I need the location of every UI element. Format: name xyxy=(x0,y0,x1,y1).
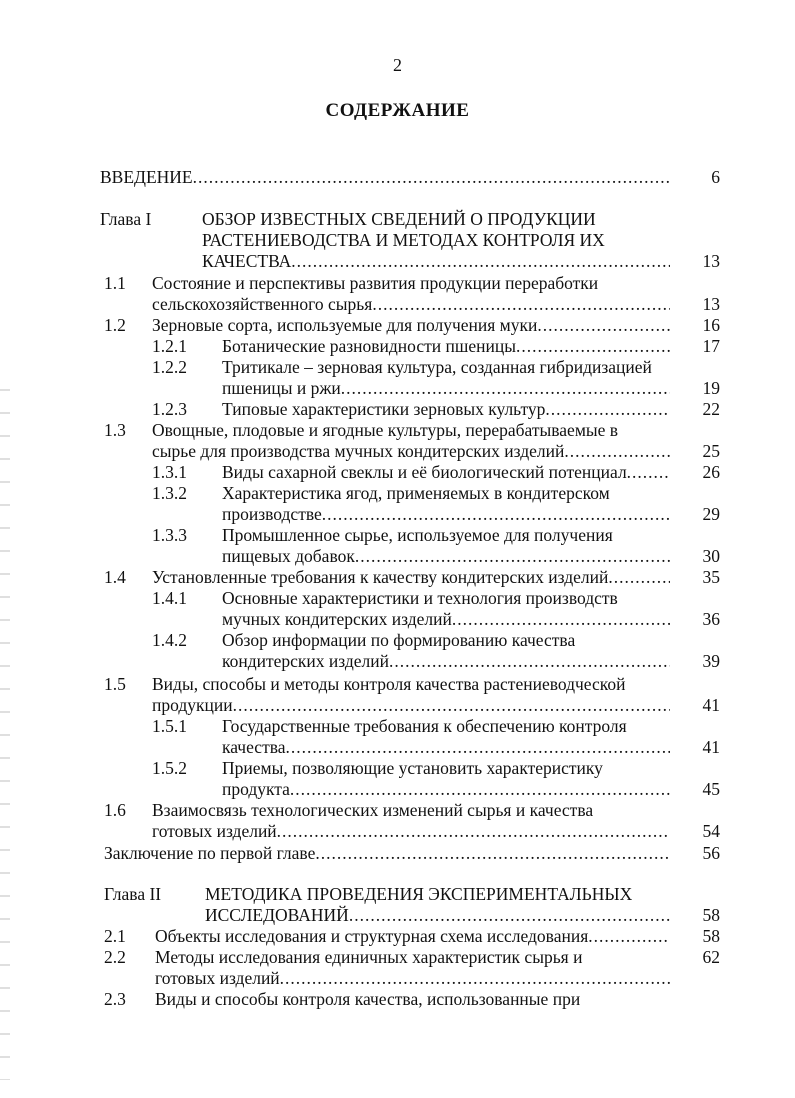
toc-entry-text: ВВЕДЕНИЕ xyxy=(100,167,193,187)
toc-entry-1-3-1[interactable] xyxy=(222,461,670,483)
toc-entry-text: кондитерских изделий xyxy=(222,651,390,671)
toc-section-number: 1.3 xyxy=(104,420,126,440)
toc-entry-text[interactable]: Характеристика ягод, применяемых в кондитерском xyxy=(222,483,610,503)
leader-dots xyxy=(588,925,670,947)
leader-dots xyxy=(537,314,670,336)
toc-entry-intro[interactable] xyxy=(100,166,670,188)
toc-section-number: 1.1 xyxy=(104,273,126,293)
toc-entry-2-2[interactable] xyxy=(155,967,670,989)
toc-entry-text: Установленные требования к качеству кондитерских изделий xyxy=(152,567,609,587)
toc-subsection-number: 1.2.2 xyxy=(152,357,187,377)
toc-entry-1-2-2[interactable] xyxy=(222,377,670,399)
toc-entry-text[interactable]: Овощные, плодовые и ягодные культуры, перерабатываемые в xyxy=(152,420,619,440)
leader-dots xyxy=(564,440,670,462)
toc-entry-text: готовых изделий xyxy=(152,821,277,841)
leader-dots xyxy=(452,608,670,630)
page-title: СОДЕРЖАНИЕ xyxy=(325,100,470,121)
toc-entry-1-3-3[interactable] xyxy=(222,545,670,567)
leader-dots xyxy=(608,566,670,588)
toc-entry-1-3[interactable] xyxy=(152,440,670,462)
leader-dots xyxy=(315,842,670,864)
leader-dots xyxy=(277,820,670,842)
toc-entry-text: ИССЛЕДОВАНИЙ xyxy=(205,905,349,925)
toc-page-number: 41 xyxy=(702,737,720,757)
toc-page-number: 54 xyxy=(702,821,720,841)
toc-entry-text[interactable]: Виды и способы контроля качества, использованные при xyxy=(155,989,581,1009)
toc-entry-text[interactable]: Виды, способы и методы контроля качества растениеводческой xyxy=(152,674,626,694)
toc-entry-1-5-2[interactable] xyxy=(222,778,670,800)
toc-entry-text: пшеницы и ржи xyxy=(222,378,341,398)
toc-chapter-number: Глава II xyxy=(104,884,162,904)
toc-entry-chapter-2[interactable] xyxy=(205,904,670,926)
toc-entry-text: готовых изделий xyxy=(155,968,280,988)
toc-page-number: 45 xyxy=(702,779,720,799)
toc-subsection-number: 1.4.1 xyxy=(152,588,187,608)
toc-section-number: 1.2 xyxy=(104,315,126,335)
toc-page-number: 29 xyxy=(702,504,720,524)
toc-entry-chapter-1[interactable] xyxy=(202,250,670,272)
toc-page-number: 17 xyxy=(702,336,720,356)
toc-page-number: 36 xyxy=(702,609,720,629)
toc-entry-text[interactable]: Взаимосвязь технологических изменений сырья и качества xyxy=(152,800,594,820)
toc-chapter-number: Глава I xyxy=(100,209,152,229)
toc-section-number: 1.5 xyxy=(104,674,126,694)
toc-section-number: 2.2 xyxy=(104,947,126,967)
leader-dots xyxy=(355,545,670,567)
toc-page-number: 41 xyxy=(702,695,720,715)
page-number: 2 xyxy=(393,55,402,75)
toc-entry-text: Заключение по первой главе xyxy=(104,843,316,863)
toc-entry-1-4[interactable] xyxy=(152,566,670,588)
toc-entry-text: пищевых добавок xyxy=(222,546,355,566)
toc-subsection-number: 1.5.2 xyxy=(152,758,187,778)
toc-entry-text[interactable]: Обзор информации по формированию качества xyxy=(222,630,576,650)
toc-subsection-number: 1.3.1 xyxy=(152,462,187,482)
leader-dots xyxy=(322,503,670,525)
toc-entry-1-5[interactable] xyxy=(152,694,670,716)
toc-section-number: 2.3 xyxy=(104,989,126,1009)
leader-dots xyxy=(341,377,670,399)
toc-entry-1-2-1[interactable] xyxy=(222,335,670,357)
toc-entry-1-5-1[interactable] xyxy=(222,736,670,758)
toc-page-number: 30 xyxy=(702,546,720,566)
toc-page-number: 22 xyxy=(702,399,720,419)
toc-entry-text[interactable]: Государственные требования к обеспечению контроля xyxy=(222,716,627,736)
toc-entry-text: Типовые характеристики зерновых культур xyxy=(222,399,546,419)
toc-entry-text: Объекты исследования и структурная схема исследования xyxy=(155,926,589,946)
toc-page-number: 39 xyxy=(702,651,720,671)
toc-page-number: 13 xyxy=(702,294,720,314)
toc-page-number: 26 xyxy=(702,462,720,482)
toc-page-number: 56 xyxy=(702,843,720,863)
leader-dots xyxy=(545,398,670,420)
toc-page-number: 62 xyxy=(702,947,720,967)
toc-subsection-number: 1.2.3 xyxy=(152,399,187,419)
toc-entry-text: продукции xyxy=(152,695,233,715)
toc-page-number: 25 xyxy=(702,441,720,461)
leader-dots xyxy=(193,166,670,188)
toc-page-number: 58 xyxy=(702,905,720,925)
leader-dots xyxy=(389,650,670,672)
leader-dots xyxy=(627,461,670,483)
toc-entry-text[interactable]: МЕТОДИКА ПРОВЕДЕНИЯ ЭКСПЕРИМЕНТАЛЬНЫХ xyxy=(205,884,633,904)
toc-entry-text[interactable]: ОБЗОР ИЗВЕСТНЫХ СВЕДЕНИЙ О ПРОДУКЦИИ xyxy=(202,209,596,229)
toc-entry-text[interactable]: Основные характеристики и технология производств xyxy=(222,588,618,608)
leader-dots xyxy=(280,967,670,989)
toc-entry-1-3-2[interactable] xyxy=(222,503,670,525)
toc-entry-text: качества xyxy=(222,737,286,757)
toc-section-number: 1.4 xyxy=(104,567,126,587)
toc-entry-text: продукта xyxy=(222,779,290,799)
leader-dots xyxy=(286,736,670,758)
toc-entry-1-6[interactable] xyxy=(152,820,670,842)
toc-subsection-number: 1.4.2 xyxy=(152,630,187,650)
leader-dots xyxy=(516,335,670,357)
toc-section-number: 1.6 xyxy=(104,800,126,820)
toc-entry-1-2[interactable] xyxy=(152,314,670,336)
toc-entry-1-4-1[interactable] xyxy=(222,608,670,630)
toc-entry-text[interactable]: Приемы, позволяющие установить характеристику xyxy=(222,758,603,778)
leader-dots xyxy=(372,293,670,315)
toc-subsection-number: 1.2.1 xyxy=(152,336,187,356)
toc-entry-text[interactable]: Состояние и перспективы развития продукции переработки xyxy=(152,273,599,293)
toc-entry-2-1[interactable] xyxy=(155,925,670,947)
toc-entry-conclusion[interactable] xyxy=(104,842,670,864)
toc-page-number: 6 xyxy=(711,167,720,187)
leader-dots xyxy=(349,904,670,926)
toc-section-number: 2.1 xyxy=(104,926,126,946)
leader-dots xyxy=(233,694,670,716)
toc-entry-text[interactable]: Тритикале – зерновая культура, созданная гибридизацией xyxy=(222,357,652,377)
toc-entry-text: Зерновые сорта, используемые для получения муки xyxy=(152,315,538,335)
toc-entry-1-4-2[interactable] xyxy=(222,650,670,672)
toc-entry-text[interactable]: Методы исследования единичных характеристик сырья и xyxy=(155,947,583,967)
toc-page-number: 19 xyxy=(702,378,720,398)
toc-entry-text: Ботанические разновидности пшеницы xyxy=(222,336,516,356)
toc-entry-text[interactable]: Промышленное сырье, используемое для получения xyxy=(222,525,613,545)
toc-entry-text: сельскохозяйственного сырья xyxy=(152,294,373,314)
toc-entry-1-2-3[interactable] xyxy=(222,398,670,420)
toc-page-number: 58 xyxy=(702,926,720,946)
toc-entry-text: сырье для производства мучных кондитерских изделий xyxy=(152,441,565,461)
toc-entry-text: мучных кондитерских изделий xyxy=(222,609,452,629)
toc-page-number: 13 xyxy=(702,251,720,271)
toc-entry-text: КАЧЕСТВА xyxy=(202,251,292,271)
toc-subsection-number: 1.3.2 xyxy=(152,483,187,503)
leader-dots xyxy=(291,250,670,272)
scan-margin-artifact xyxy=(0,380,10,1080)
toc-page-number: 16 xyxy=(702,315,720,335)
toc-entry-text: Виды сахарной свеклы и её биологический потенциал xyxy=(222,462,627,482)
toc-entry-text: производстве xyxy=(222,504,322,524)
toc-page-number: 35 xyxy=(702,567,720,587)
toc-entry-text[interactable]: РАСТЕНИЕВОДСТВА И МЕТОДАХ КОНТРОЛЯ ИХ xyxy=(202,230,605,250)
toc-entry-1-1[interactable] xyxy=(152,293,670,315)
toc-subsection-number: 1.5.1 xyxy=(152,716,187,736)
leader-dots xyxy=(290,778,670,800)
toc-subsection-number: 1.3.3 xyxy=(152,525,187,545)
